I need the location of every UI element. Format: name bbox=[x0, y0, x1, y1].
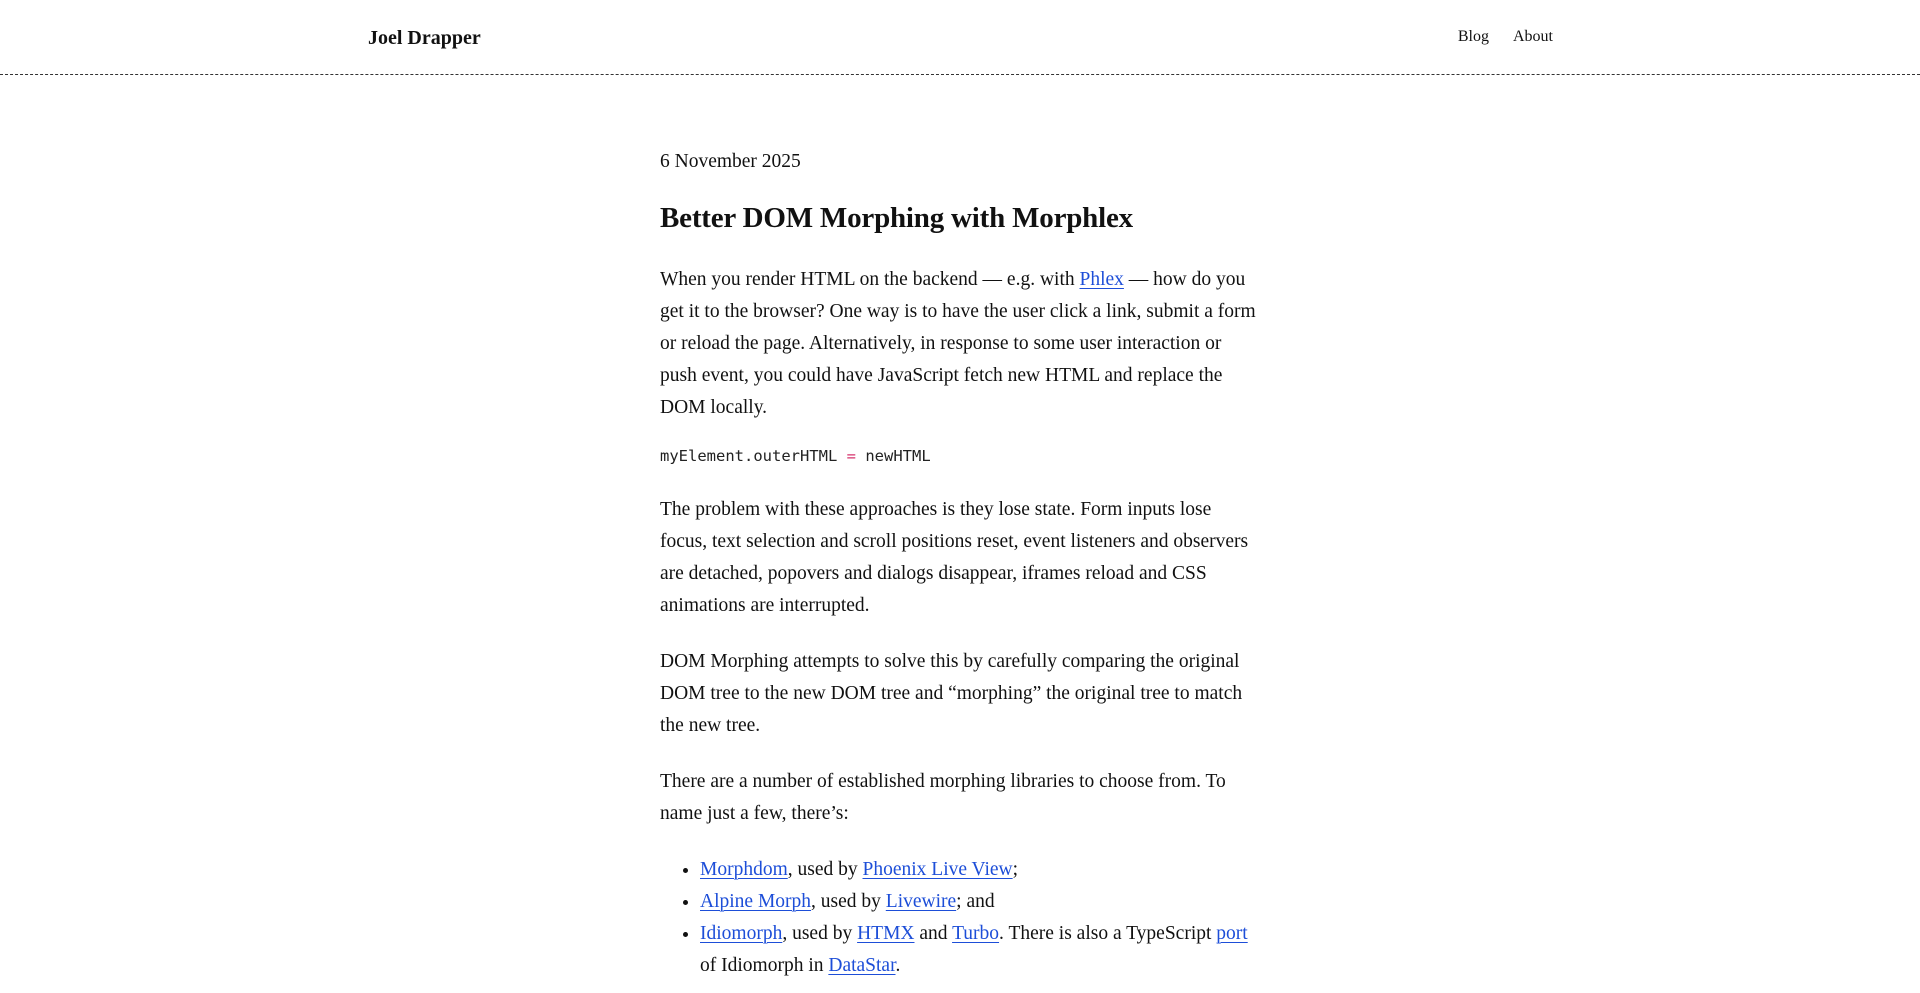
nav-about-link[interactable]: About bbox=[1513, 28, 1553, 45]
list-item bbox=[700, 854, 1260, 886]
used-by-text: , used by bbox=[782, 923, 858, 944]
nav-blog-link[interactable]: Blog bbox=[1457, 28, 1489, 45]
port-link[interactable]: port bbox=[1216, 923, 1248, 944]
code-right: newHTML bbox=[865, 447, 931, 465]
libraries-paragraph: There are a number of established morphing libraries to choose from. To name just a few, there’s: bbox=[660, 771, 1226, 824]
turbo-link[interactable]: Turbo bbox=[952, 923, 1000, 944]
of-idiomorph-text: of Idiomorph in bbox=[700, 955, 829, 976]
list-item-end: . bbox=[895, 955, 901, 976]
alpine-morph-link[interactable]: Alpine Morph bbox=[700, 891, 812, 912]
morphing-paragraph: DOM Morphing attempts to solve this by carefully comparing the original DOM tree to the new DOM tree and “morphing” the original tree to match the new tree. bbox=[660, 651, 1243, 736]
code-left: myElement.outerHTML bbox=[660, 447, 838, 465]
intro-text-before: When you render HTML on the backend — e.g. with bbox=[660, 269, 1080, 290]
htmx-link[interactable]: HTMX bbox=[857, 923, 915, 944]
libraries-list bbox=[660, 854, 1260, 982]
post-title: Better DOM Morphing with Morphlex bbox=[660, 202, 1133, 234]
phlex-link[interactable]: Phlex bbox=[1079, 269, 1124, 290]
problem-paragraph: The problem with these approaches is they lose state. Form inputs lose focus, text selection and scroll positions reset, event listeners and observers are detached, popovers and dialogs disappear, iframes reload and CSS animations are interrupted. bbox=[660, 499, 1249, 616]
datastar-link[interactable]: DataStar bbox=[828, 955, 896, 976]
post-date: 6 November 2025 bbox=[660, 151, 801, 172]
typescript-text: . There is also a TypeScript bbox=[999, 923, 1217, 944]
site-nav bbox=[1458, 27, 1553, 47]
site-title-link[interactable]: Joel Drapper bbox=[368, 27, 481, 49]
and-text: and bbox=[914, 923, 953, 944]
livewire-link[interactable]: Livewire bbox=[885, 891, 957, 912]
used-by-text: , used by bbox=[811, 891, 886, 912]
code-snippet bbox=[660, 444, 1260, 468]
list-item-end: ; and bbox=[956, 891, 995, 912]
list-item bbox=[700, 918, 1260, 982]
site-header bbox=[0, 0, 1920, 75]
phoenix-live-view-link[interactable]: Phoenix Live View bbox=[862, 859, 1013, 880]
list-item bbox=[700, 886, 1260, 918]
code-operator: = bbox=[846, 447, 856, 465]
list-item-end: ; bbox=[1012, 859, 1019, 880]
intro-text-after: — how do you get it to the browser? One way is to have the user click a link, submit a form or reload the page. Alternatively, in response to some user interaction or push event, you could have JavaScript fetch new HTML and replace the DOM locally. bbox=[660, 269, 1256, 418]
intro-paragraph bbox=[660, 264, 1260, 424]
idiomorph-link[interactable]: Idiomorph bbox=[700, 923, 783, 944]
used-by-text: , used by bbox=[787, 859, 863, 880]
morphdom-link[interactable]: Morphdom bbox=[700, 859, 788, 880]
article bbox=[660, 148, 1260, 982]
